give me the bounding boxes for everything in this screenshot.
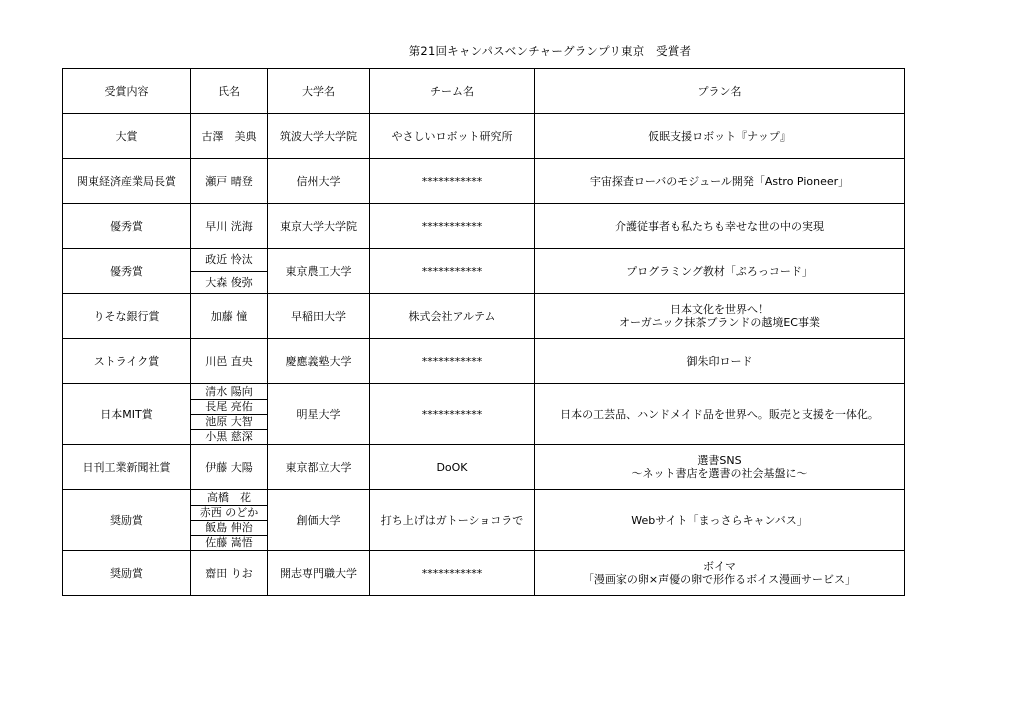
team-cell: *********** bbox=[370, 204, 535, 249]
award-cell: ストライク賞 bbox=[63, 339, 191, 384]
name-cell: 早川 洸海 bbox=[191, 204, 268, 249]
name-cell: 川邑 直央 bbox=[191, 339, 268, 384]
table-row bbox=[63, 249, 905, 294]
name-list bbox=[191, 384, 268, 444]
member-name: 池原 大智 bbox=[191, 414, 268, 429]
award-cell: 大賞 bbox=[63, 114, 191, 159]
team-cell: *********** bbox=[370, 249, 535, 294]
table-row bbox=[63, 384, 905, 445]
plan-cell bbox=[535, 294, 905, 339]
member-name: 大森 俊弥 bbox=[191, 271, 268, 293]
plan-text bbox=[537, 355, 902, 368]
plan-line: 御朱印ロード bbox=[686, 354, 753, 368]
name-cell bbox=[191, 490, 268, 551]
university-cell: 東京大学大学院 bbox=[268, 204, 370, 249]
page-title: 第21回キャンパスベンチャーグランプリ東京 受賞者 bbox=[408, 44, 692, 58]
plan-text bbox=[537, 220, 902, 233]
member-name: 小黒 慈深 bbox=[191, 429, 268, 444]
header-team: チーム名 bbox=[370, 69, 535, 114]
university-cell: 慶應義塾大学 bbox=[268, 339, 370, 384]
plan-text bbox=[537, 454, 902, 480]
plan-line: 「漫画家の卵×声優の卵で形作るボイス漫画サービス」 bbox=[582, 573, 857, 586]
plan-text bbox=[537, 514, 902, 527]
table-row bbox=[63, 445, 905, 490]
table-row bbox=[63, 204, 905, 249]
member-name: 高橋 花 bbox=[207, 491, 251, 504]
plan-line: ～ネット書店を選書の社会基盤に～ bbox=[631, 467, 808, 480]
plan-line: 日本文化を世界へ！ bbox=[670, 303, 769, 316]
plan-text bbox=[537, 303, 902, 329]
name-list bbox=[191, 249, 268, 293]
table-row bbox=[63, 490, 905, 551]
table-row bbox=[63, 114, 905, 159]
plan-text bbox=[537, 175, 902, 188]
award-cell: 日刊工業新聞社賞 bbox=[63, 445, 191, 490]
plan-text bbox=[537, 265, 902, 278]
table-row bbox=[63, 339, 905, 384]
plan-cell bbox=[535, 445, 905, 490]
plan-text bbox=[537, 560, 902, 586]
award-cell: 優秀賞 bbox=[63, 249, 191, 294]
member-name: 佐藤 嵩悟 bbox=[191, 535, 268, 550]
name-cell bbox=[191, 249, 268, 294]
award-cell: 日本MIT賞 bbox=[63, 384, 191, 445]
university-cell: 開志専門職大学 bbox=[268, 551, 370, 596]
header-plan: プラン名 bbox=[535, 69, 905, 114]
university-cell: 明星大学 bbox=[268, 384, 370, 445]
university-cell: 筑波大学大学院 bbox=[268, 114, 370, 159]
member-name: 清水 陽向 bbox=[205, 385, 253, 398]
header-university: 大学名 bbox=[268, 69, 370, 114]
name-cell bbox=[191, 384, 268, 445]
award-cell: りそな銀行賞 bbox=[63, 294, 191, 339]
award-cell: 関東経済産業局長賞 bbox=[63, 159, 191, 204]
name-cell: 伊藤 大陽 bbox=[191, 445, 268, 490]
plan-line: ボイマ bbox=[703, 560, 736, 573]
plan-line: 介護従事者も私たちも幸せな世の中の実現 bbox=[615, 219, 824, 233]
plan-cell bbox=[535, 249, 905, 294]
plan-cell bbox=[535, 339, 905, 384]
plan-cell bbox=[535, 204, 905, 249]
award-cell: 優秀賞 bbox=[63, 204, 191, 249]
plan-line: 選書SNS bbox=[697, 454, 742, 467]
team-cell: *********** bbox=[370, 339, 535, 384]
plan-line: プログラミング教材「ぷろっコード」 bbox=[626, 264, 813, 278]
team-cell: 打ち上げはガトーショコラで bbox=[370, 490, 535, 551]
name-cell: 古澤 美典 bbox=[191, 114, 268, 159]
table-row bbox=[63, 551, 905, 596]
university-cell: 早稲田大学 bbox=[268, 294, 370, 339]
name-cell: 齋田 りお bbox=[191, 551, 268, 596]
member-name: 赤西 のどか bbox=[191, 505, 268, 520]
member-name: 政近 怜汰 bbox=[205, 253, 253, 266]
team-cell: *********** bbox=[370, 384, 535, 445]
university-cell: 創価大学 bbox=[268, 490, 370, 551]
table-row bbox=[63, 159, 905, 204]
team-cell: 株式会社アルテム bbox=[370, 294, 535, 339]
plan-cell bbox=[535, 490, 905, 551]
university-cell: 信州大学 bbox=[268, 159, 370, 204]
awards-table bbox=[62, 68, 905, 596]
university-cell: 東京都立大学 bbox=[268, 445, 370, 490]
award-cell: 奨励賞 bbox=[63, 490, 191, 551]
name-cell: 加藤 憧 bbox=[191, 294, 268, 339]
header-name: 氏名 bbox=[191, 69, 268, 114]
plan-line: 宇宙探査ローバのモジュール開発「Astro Pioneer」 bbox=[589, 174, 850, 188]
plan-cell bbox=[535, 114, 905, 159]
table-row bbox=[63, 294, 905, 339]
name-cell: 瀬戸 晴登 bbox=[191, 159, 268, 204]
team-cell: DoOK bbox=[370, 445, 535, 490]
plan-line: Webサイト「まっさらキャンバス」 bbox=[631, 513, 808, 527]
team-cell: やさしいロボット研究所 bbox=[370, 114, 535, 159]
plan-cell bbox=[535, 384, 905, 445]
plan-cell bbox=[535, 551, 905, 596]
name-list bbox=[191, 490, 268, 550]
team-cell: *********** bbox=[370, 551, 535, 596]
team-cell: *********** bbox=[370, 159, 535, 204]
plan-line: オーガニック抹茶ブランドの越境EC事業 bbox=[619, 316, 820, 329]
plan-cell bbox=[535, 159, 905, 204]
header-row bbox=[63, 69, 905, 114]
plan-line: 仮眠支援ロボット『ナップ』 bbox=[648, 129, 791, 143]
header-award: 受賞内容 bbox=[63, 69, 191, 114]
plan-text bbox=[537, 408, 902, 421]
award-cell: 奨励賞 bbox=[63, 551, 191, 596]
member-name: 長尾 亮佑 bbox=[191, 399, 268, 414]
plan-line: 日本の工芸品、ハンドメイド品を世界へ。販売と支援を一体化。 bbox=[560, 407, 879, 421]
university-cell: 東京農工大学 bbox=[268, 249, 370, 294]
member-name: 飯島 伸治 bbox=[191, 520, 268, 535]
plan-text bbox=[537, 130, 902, 143]
